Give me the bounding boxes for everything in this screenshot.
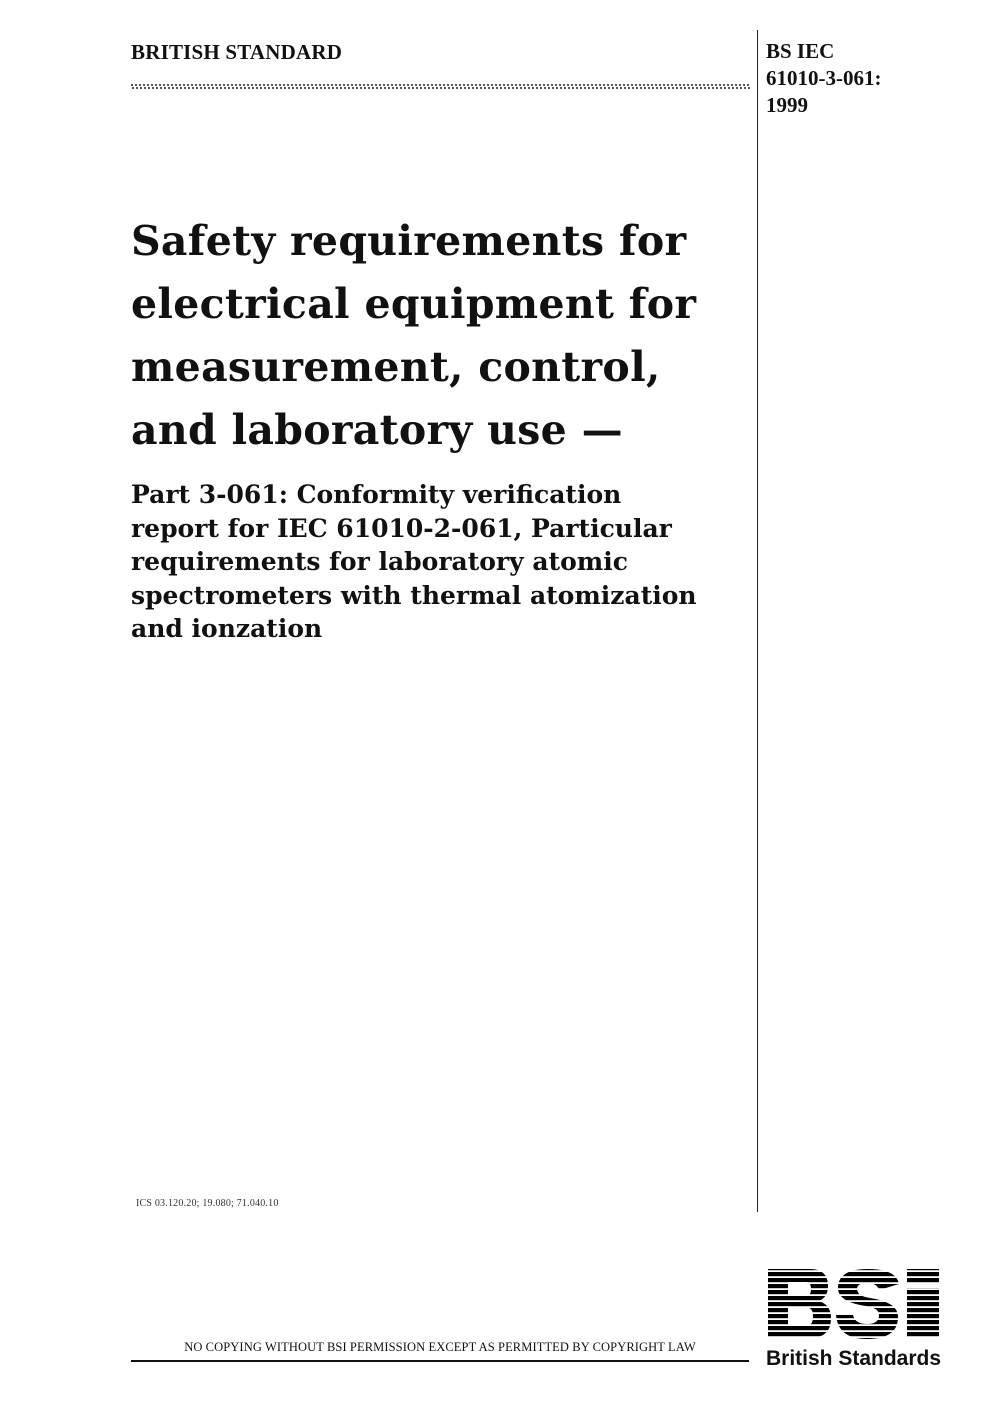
document-type-label: BRITISH STANDARD [131, 40, 343, 64]
subtitle-line: Part 3-061: Conformity verification [131, 480, 622, 509]
subtitle-line: spectrometers with thermal atomization [131, 580, 697, 610]
bsi-logo-caption: British Standards [766, 1347, 942, 1370]
standard-number-line: 1999 [766, 93, 808, 117]
ics-classification: ICS 03.120.20; 19.080; 71.040.10 [136, 1198, 279, 1209]
document-subtitle [131, 478, 751, 646]
standard-number-line: BS IEC [766, 39, 835, 63]
vertical-divider [757, 30, 758, 1212]
subtitle-line: report for IEC 61010-2-061, Particular [131, 513, 672, 543]
title-line: electrical equipment for [131, 280, 697, 328]
title-line: measurement, control, [131, 343, 661, 391]
title-line: Safety requirements for [131, 217, 687, 265]
document-title [131, 210, 751, 462]
standard-number [766, 38, 881, 119]
copyright-notice: NO COPYING WITHOUT BSI PERMISSION EXCEPT AS PERMITTED BY COPYRIGHT LAW [184, 1340, 696, 1354]
subtitle-line: requirements for laboratory atomic [131, 547, 628, 576]
header-dotted-rule [131, 84, 751, 89]
footer-rule [131, 1360, 749, 1362]
subtitle-line: and ionzation [131, 614, 323, 643]
title-line: and laboratory use — [131, 406, 623, 454]
standard-number-line: 61010-3-061: [766, 66, 882, 90]
